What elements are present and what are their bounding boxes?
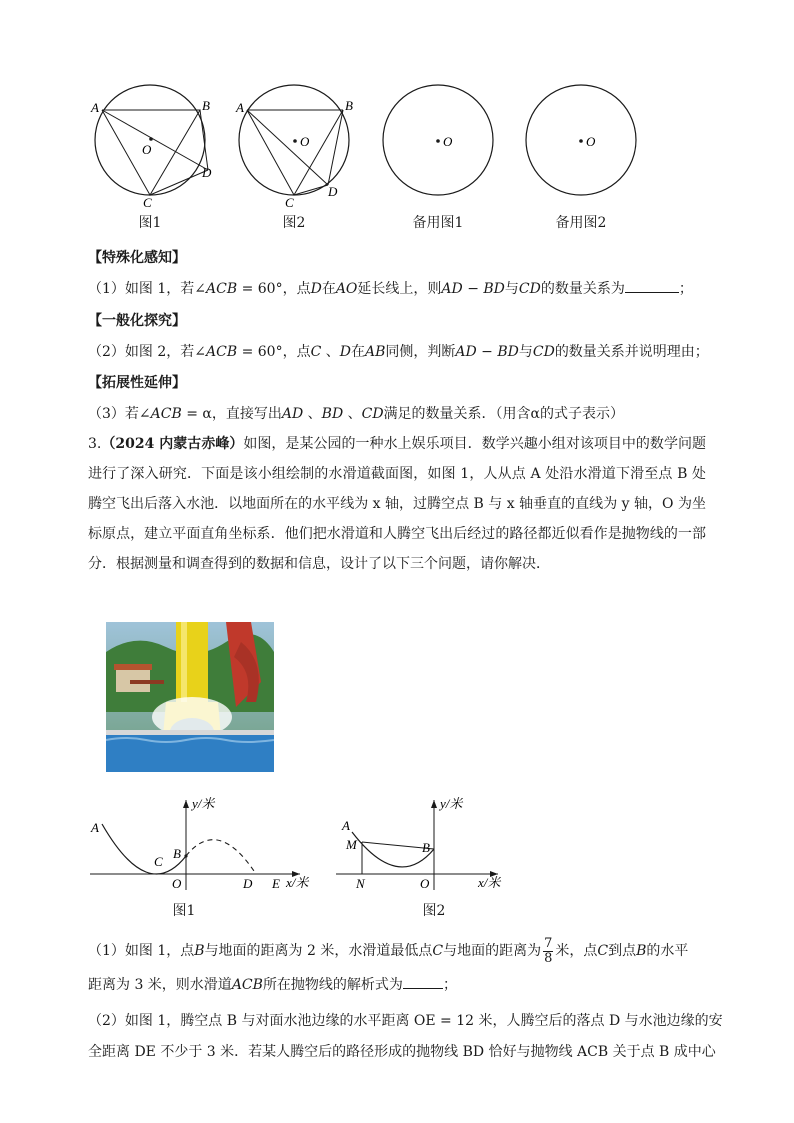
section-heading-general: 【一般化探究】	[88, 313, 186, 329]
answer-blank-2[interactable]	[403, 976, 443, 989]
g2-label-a: A	[342, 818, 350, 833]
g1-label-d: D	[243, 876, 253, 891]
spare2-caption: 备用图2	[555, 215, 607, 231]
g1-label-e: E	[272, 876, 280, 891]
fraction-seven-eighths: $\frac{7}{8}$	[544, 935, 553, 966]
problem-3-question-2-line-1: （2）如图 1，腾空点 B 与对面水池边缘的水平距离 OE = 12 米，人腾空后的落点 D 与水池边缘的安	[88, 1013, 723, 1029]
fig2-label-a: A	[236, 100, 244, 115]
spare1-caption: 备用图1	[412, 215, 464, 231]
graph-figure-1	[88, 794, 328, 894]
fig1-label-c: C	[143, 195, 152, 208]
problem-source: （2024 内蒙古赤峰）	[101, 436, 244, 452]
fig1-label-a: A	[91, 100, 99, 115]
g1-x-axis-label: x/米	[286, 875, 309, 890]
g2-y-axis-label: y/米	[440, 796, 463, 811]
question-3: （3）若∠ACB = α，直接写出AD 、BD 、CD满足的数量关系．（用含α的式子表示）	[88, 406, 625, 422]
fig1-label-d: D	[202, 165, 212, 180]
g2-label-b: B	[422, 840, 430, 855]
spare-figure-1	[383, 85, 493, 195]
problem-3-question-1-line-1: （1）如图 1，点B与地面的距离为 2 米，水滑道最低点C与地面的距离为 $\frac{7}{8}$ 米，点C到点B的水平	[88, 935, 689, 966]
g1-label-b: B	[173, 846, 181, 861]
g2-label-n: N	[356, 876, 365, 891]
g1-label-o: O	[172, 876, 182, 891]
section-heading-special: 【特殊化感知】	[88, 250, 186, 266]
g2-x-axis-label: x/米	[478, 875, 501, 890]
question-1: （1）如图 1，若∠ACB = 60°，点D在AO延长线上，则AD − BD与CD的数量关系为 ；	[88, 281, 693, 297]
spare1-label-o: O	[443, 134, 453, 149]
figure-2-circle-diagram	[235, 85, 353, 208]
spare-figure-2	[526, 85, 636, 195]
g2-label-m: M	[346, 837, 357, 852]
figure-1-circle-diagram	[90, 85, 212, 208]
fig1-caption: 图1	[138, 215, 162, 231]
fig2-label-c: C	[285, 195, 294, 208]
graph-figure-2	[330, 794, 530, 894]
fig2-label-d: D	[328, 184, 338, 199]
problem-3-question-1-line-2: 距离为 3 米，则水滑道ACB所在抛物线的解析式为 ；	[88, 977, 457, 993]
graph2-caption: 图2	[422, 903, 446, 919]
spare2-label-o: O	[586, 134, 596, 149]
g1-label-c: C	[154, 854, 163, 869]
fig2-label-o: O	[300, 134, 310, 149]
water-slide-photo	[106, 622, 274, 772]
question-2: （2）如图 2，若∠ACB = 60°，点C 、D在AB同侧，判断AD − BD与CD的数量关系并说明理由；	[88, 344, 709, 360]
fig2-caption: 图2	[282, 215, 306, 231]
section-heading-extension: 【拓展性延伸】	[88, 375, 186, 391]
g2-label-o: O	[420, 876, 430, 891]
problem-3-question-2-line-2: 全距离 DE 不少于 3 米．若某人腾空后的路径形成的抛物线 BD 恰好与抛物线 ACB 关于点 B 成中心	[88, 1044, 716, 1060]
fig1-label-o: O	[142, 142, 152, 157]
g1-label-a: A	[91, 820, 99, 835]
graph1-caption: 图1	[172, 903, 196, 919]
top-figures	[88, 78, 648, 208]
g1-y-axis-label: y/米	[192, 796, 215, 811]
fig2-label-b: B	[345, 98, 353, 113]
fig1-label-b: B	[202, 98, 210, 113]
answer-blank-1[interactable]	[625, 280, 679, 293]
problem-3-text: 3.（2024 内蒙古赤峰）如图，是某公园的一种水上娱乐项目．数学兴趣小组对该项目中的数学问题进行了深入研究．下面是该小组绘制的水滑道截面图，如图 1，人从点 A 处沿水滑道下滑至点 B 处腾空飞出后落入水池．以地面所在的水平线为 x 轴，过腾空点 B 与 x 轴垂直的直线为 y 轴，O 为坐标原点，建立平面直角坐标系．他们把水滑道和人腾空飞出后经过的路径都近似看作是抛物线的一部分．根据测量和调查得到的数据和信息，设计了以下三个问题，请你解决．	[88, 436, 706, 572]
